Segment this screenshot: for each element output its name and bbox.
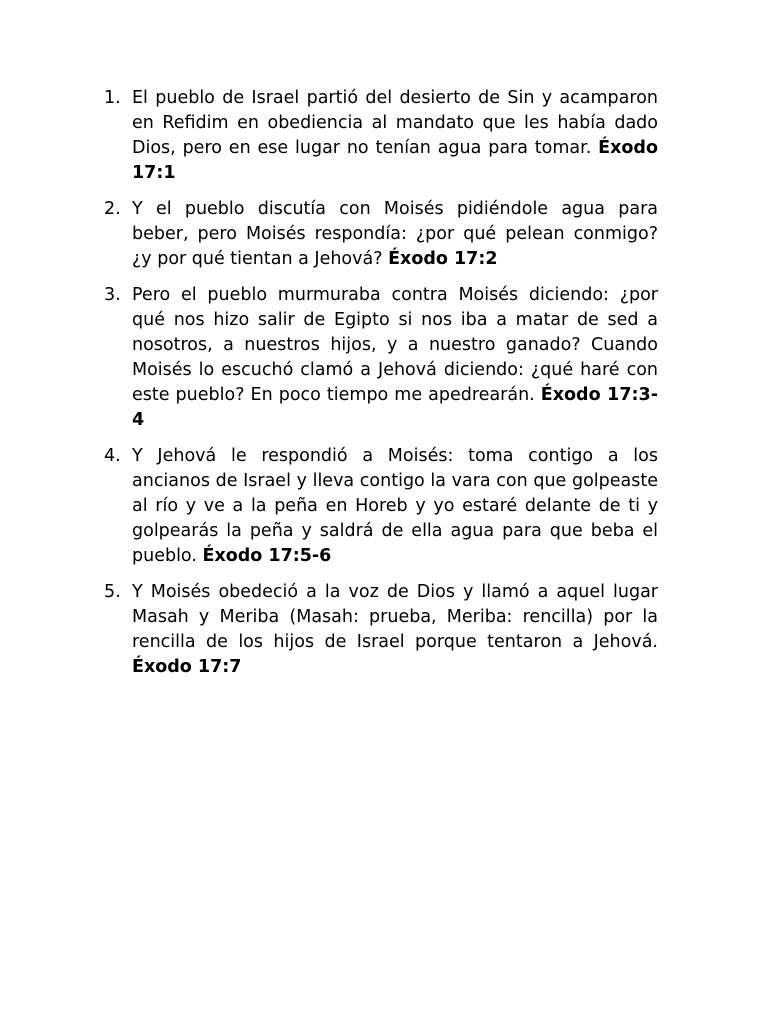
list-item-4 (104, 444, 658, 569)
list-item-body (132, 283, 658, 433)
list-item-body (132, 444, 658, 569)
list-item-3 (104, 283, 658, 433)
list-item-body (132, 580, 658, 680)
list-item-text: El pueblo de Israel partió del desierto de Sin y acamparon en Refidim en obediencia al mandato que les había dado Dios, pero en ese lugar no tenían agua para tomar. (132, 88, 658, 158)
list-item-number: 2. (104, 199, 121, 219)
list-item-number: 1. (104, 88, 121, 108)
list-item-body (132, 197, 658, 272)
list-item-text: Y Jehová le respondió a Moisés: toma contigo a los ancianos de Israel y lleva contigo la vara con que golpeaste al río y ve a la peña en Horeb y yo estaré delante de ti y golpearás la peña y saldrá de ella agua para que beba el pueblo. (132, 446, 658, 566)
scripture-reference: Éxodo 17:1 (132, 138, 658, 183)
list-item-body (132, 86, 658, 186)
list-item-1 (104, 86, 658, 186)
list-item-text: Pero el pueblo murmuraba contra Moisés diciendo: ¿por qué nos hizo salir de Egipto si nos iba a matar de sed a nosotros, a nuestros hijos, y a nuestro ganado? Cuando Moisés lo escuchó clamó a Jehová diciendo: ¿qué haré con este pueblo? En poco tiempo me apedrearán. (132, 285, 658, 405)
scripture-reference: Éxodo 17:2 (388, 249, 498, 269)
list-item-number: 3. (104, 285, 121, 305)
list-item-text: Y Moisés obedeció a la voz de Dios y llamó a aquel lugar Masah y Meriba (Masah: prueba, Meriba: rencilla) por la rencilla de los hijos de Israel porque tentaron a Jehová. (132, 582, 658, 652)
list-item-2 (104, 197, 658, 272)
scripture-reference: Éxodo 17:7 (132, 657, 242, 677)
list-item-number: 5. (104, 582, 121, 602)
list-item-5 (104, 580, 658, 680)
scripture-reference: Éxodo 17:5-6 (202, 546, 332, 566)
scripture-reference: Éxodo 17:3-4 (132, 385, 658, 430)
list-item-number: 4. (104, 446, 121, 466)
list-item-text: Y el pueblo discutía con Moisés pidiéndole agua para beber, pero Moisés respondía: ¿por qué pelean conmigo? ¿y por qué tientan a Jehová? (132, 199, 658, 269)
numbered-list (104, 86, 658, 691)
